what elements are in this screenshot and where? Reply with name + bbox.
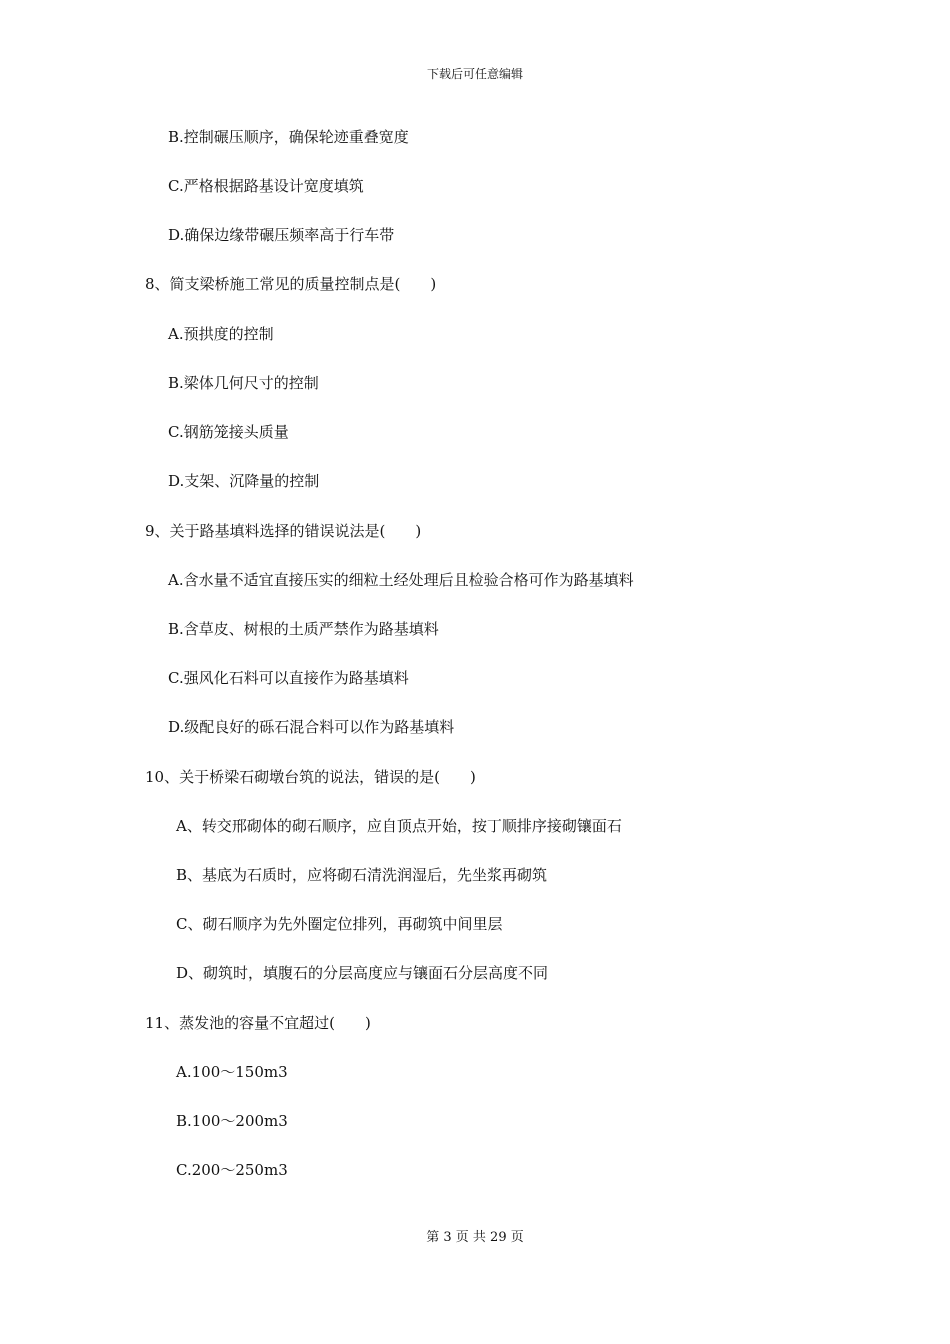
option-11a: A.100～150m3 (176, 1063, 288, 1081)
question-9: 9、关于路基填料选择的错误说法是( ) (145, 522, 422, 540)
page-footer: 第 3 页 共 29 页 (426, 1230, 524, 1245)
option-11b: B.100～200m3 (176, 1112, 288, 1130)
option-10a: A、转交邢砌体的砌石顺序，应自顶点开始，按丁顺排序接砌镶面石 (176, 817, 622, 835)
option-8a: A.预拱度的控制 (168, 325, 274, 343)
option-10c: C、砌石顺序为先外圈定位排列，再砌筑中间里层 (176, 915, 503, 933)
option-7b: B.控制碾压顺序，确保轮迹重叠宽度 (168, 128, 409, 146)
option-9d: D.级配良好的砾石混合料可以作为路基填料 (168, 718, 455, 736)
page-header: 下载后可任意编辑 (426, 67, 523, 81)
option-8d: D.支架、沉降量的控制 (168, 472, 320, 490)
question-11: 11、蒸发池的容量不宜超过( ) (145, 1014, 371, 1032)
option-10d: D、砌筑时，填腹石的分层高度应与镶面石分层高度不同 (176, 964, 549, 982)
option-9b: B.含草皮、树根的土质严禁作为路基填料 (168, 620, 439, 638)
option-7d: D.确保边缘带碾压频率高于行车带 (168, 226, 395, 244)
question-8: 8、简支梁桥施工常见的质量控制点是( ) (145, 275, 437, 293)
option-8c: C.钢筋笼接头质量 (168, 423, 289, 441)
option-11c: C.200～250m3 (176, 1161, 288, 1179)
option-9a: A.含水量不适宜直接压实的细粒土经处理后且检验合格可作为路基填料 (168, 571, 634, 589)
option-10b: B、基底为石质时，应将砌石清洗润湿后，先坐浆再砌筑 (176, 866, 548, 884)
option-9c: C.强风化石料可以直接作为路基填料 (168, 669, 409, 687)
option-8b: B.梁体几何尺寸的控制 (168, 374, 319, 392)
option-7c: C.严格根据路基设计宽度填筑 (168, 177, 364, 195)
question-10: 10、关于桥梁石砌墩台筑的说法，错误的是( ) (145, 768, 476, 786)
